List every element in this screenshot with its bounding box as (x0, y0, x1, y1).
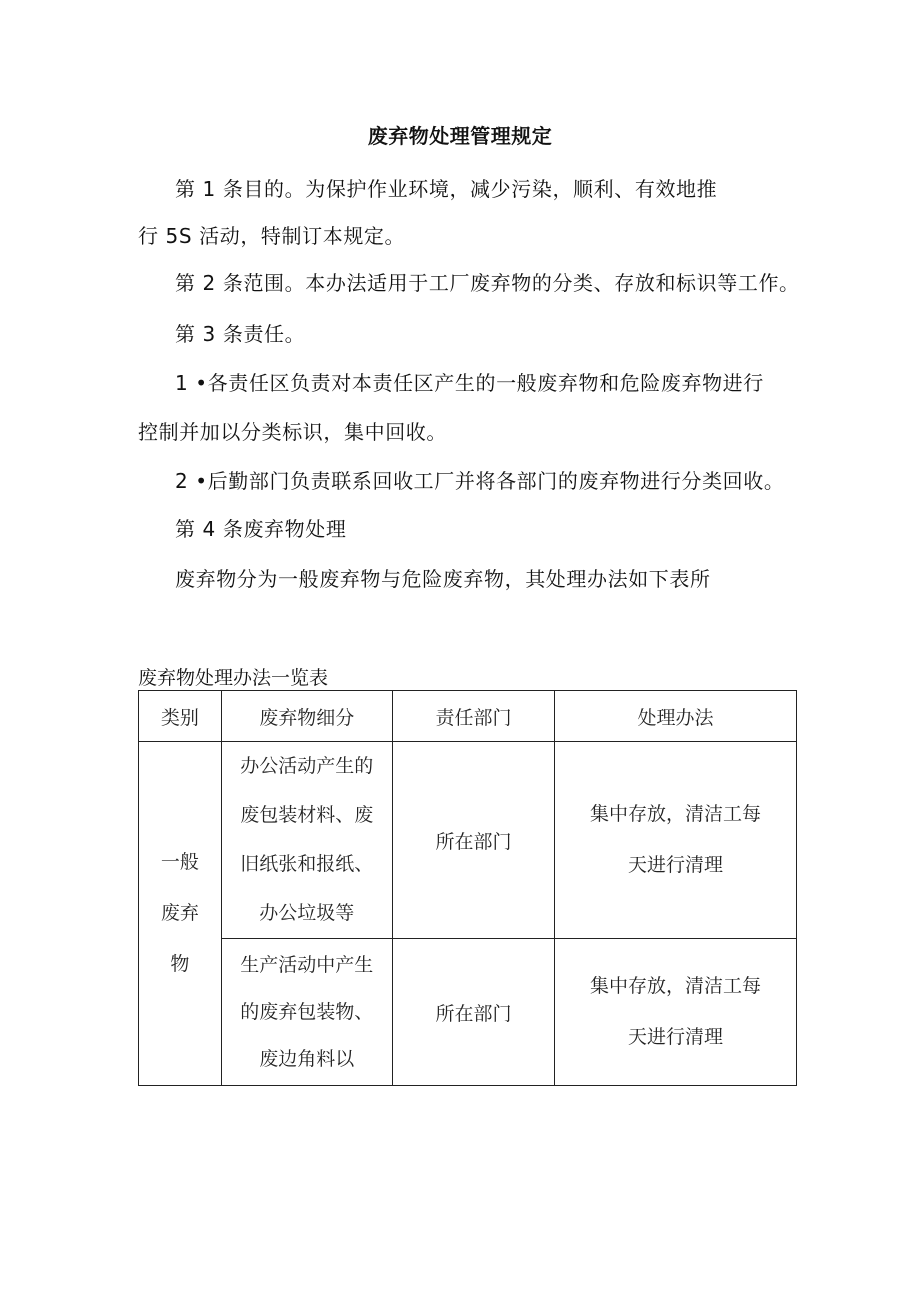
waste-detail-line: 废包装材料、废 (240, 804, 374, 826)
category-line: 废弃 (160, 902, 199, 924)
method-cell (555, 939, 797, 1086)
department-cell: 所在部门 (392, 939, 554, 1086)
header-responsible-department: 责任部门 (392, 691, 554, 742)
header-handling-method: 处理办法 (555, 691, 797, 742)
method-line: 集中存放，清洁工每 (590, 975, 762, 997)
method-line: 天进行清理 (628, 854, 724, 876)
category-line: 一般 (160, 851, 199, 873)
table-header-row (139, 691, 797, 742)
waste-detail-line: 废边角料以 (259, 1047, 355, 1070)
responsibility-1-line-1: 1 •各责任区负责对本责任区产生的一般废弃物和危险废弃物进行 (175, 371, 764, 395)
waste-detail-line: 生产活动中产生 (240, 953, 374, 976)
waste-detail-line: 的废弃包装物、 (240, 1000, 374, 1023)
category-cell (139, 742, 222, 1086)
department-cell: 所在部门 (392, 742, 554, 939)
article-1-line-2: 行 5S 活动，特制订本规定。 (138, 224, 406, 248)
article-4-intro: 废弃物分为一般废弃物与危险废弃物，其处理办法如下表所 (175, 567, 711, 591)
table-caption: 废弃物处理办法一览表 (138, 667, 329, 689)
article-4: 第 4 条废弃物处理 (175, 517, 347, 541)
header-waste-detail: 废弃物细分 (221, 691, 392, 742)
waste-detail-cell (221, 939, 392, 1086)
header-category: 类别 (139, 691, 222, 742)
waste-handling-table (138, 690, 797, 1086)
waste-detail-line: 办公活动产生的 (240, 755, 374, 777)
document-title: 废弃物处理管理规定 (367, 124, 553, 148)
waste-detail-cell (221, 742, 392, 939)
article-3: 第 3 条责任。 (175, 322, 306, 346)
method-line: 集中存放，清洁工每 (590, 803, 762, 825)
table-row (139, 939, 797, 1086)
waste-detail-line: 旧纸张和报纸、 (240, 853, 374, 875)
responsibility-1-line-2: 控制并加以分类标识，集中回收。 (138, 420, 447, 444)
article-2: 第 2 条范围。本办法适用于工厂废弃物的分类、存放和标识等工作。 (175, 271, 800, 295)
article-1-line-1: 第 1 条目的。为保护作业环境，减少污染，顺利、有效地推 (175, 177, 718, 201)
responsibility-2: 2 •后勤部门负责联系回收工厂并将各部门的废弃物进行分类回收。 (175, 469, 785, 493)
waste-detail-line: 办公垃圾等 (259, 902, 355, 924)
category-line: 物 (170, 953, 190, 975)
method-line: 天进行清理 (628, 1026, 724, 1048)
table-row (139, 742, 797, 939)
method-cell (555, 742, 797, 939)
